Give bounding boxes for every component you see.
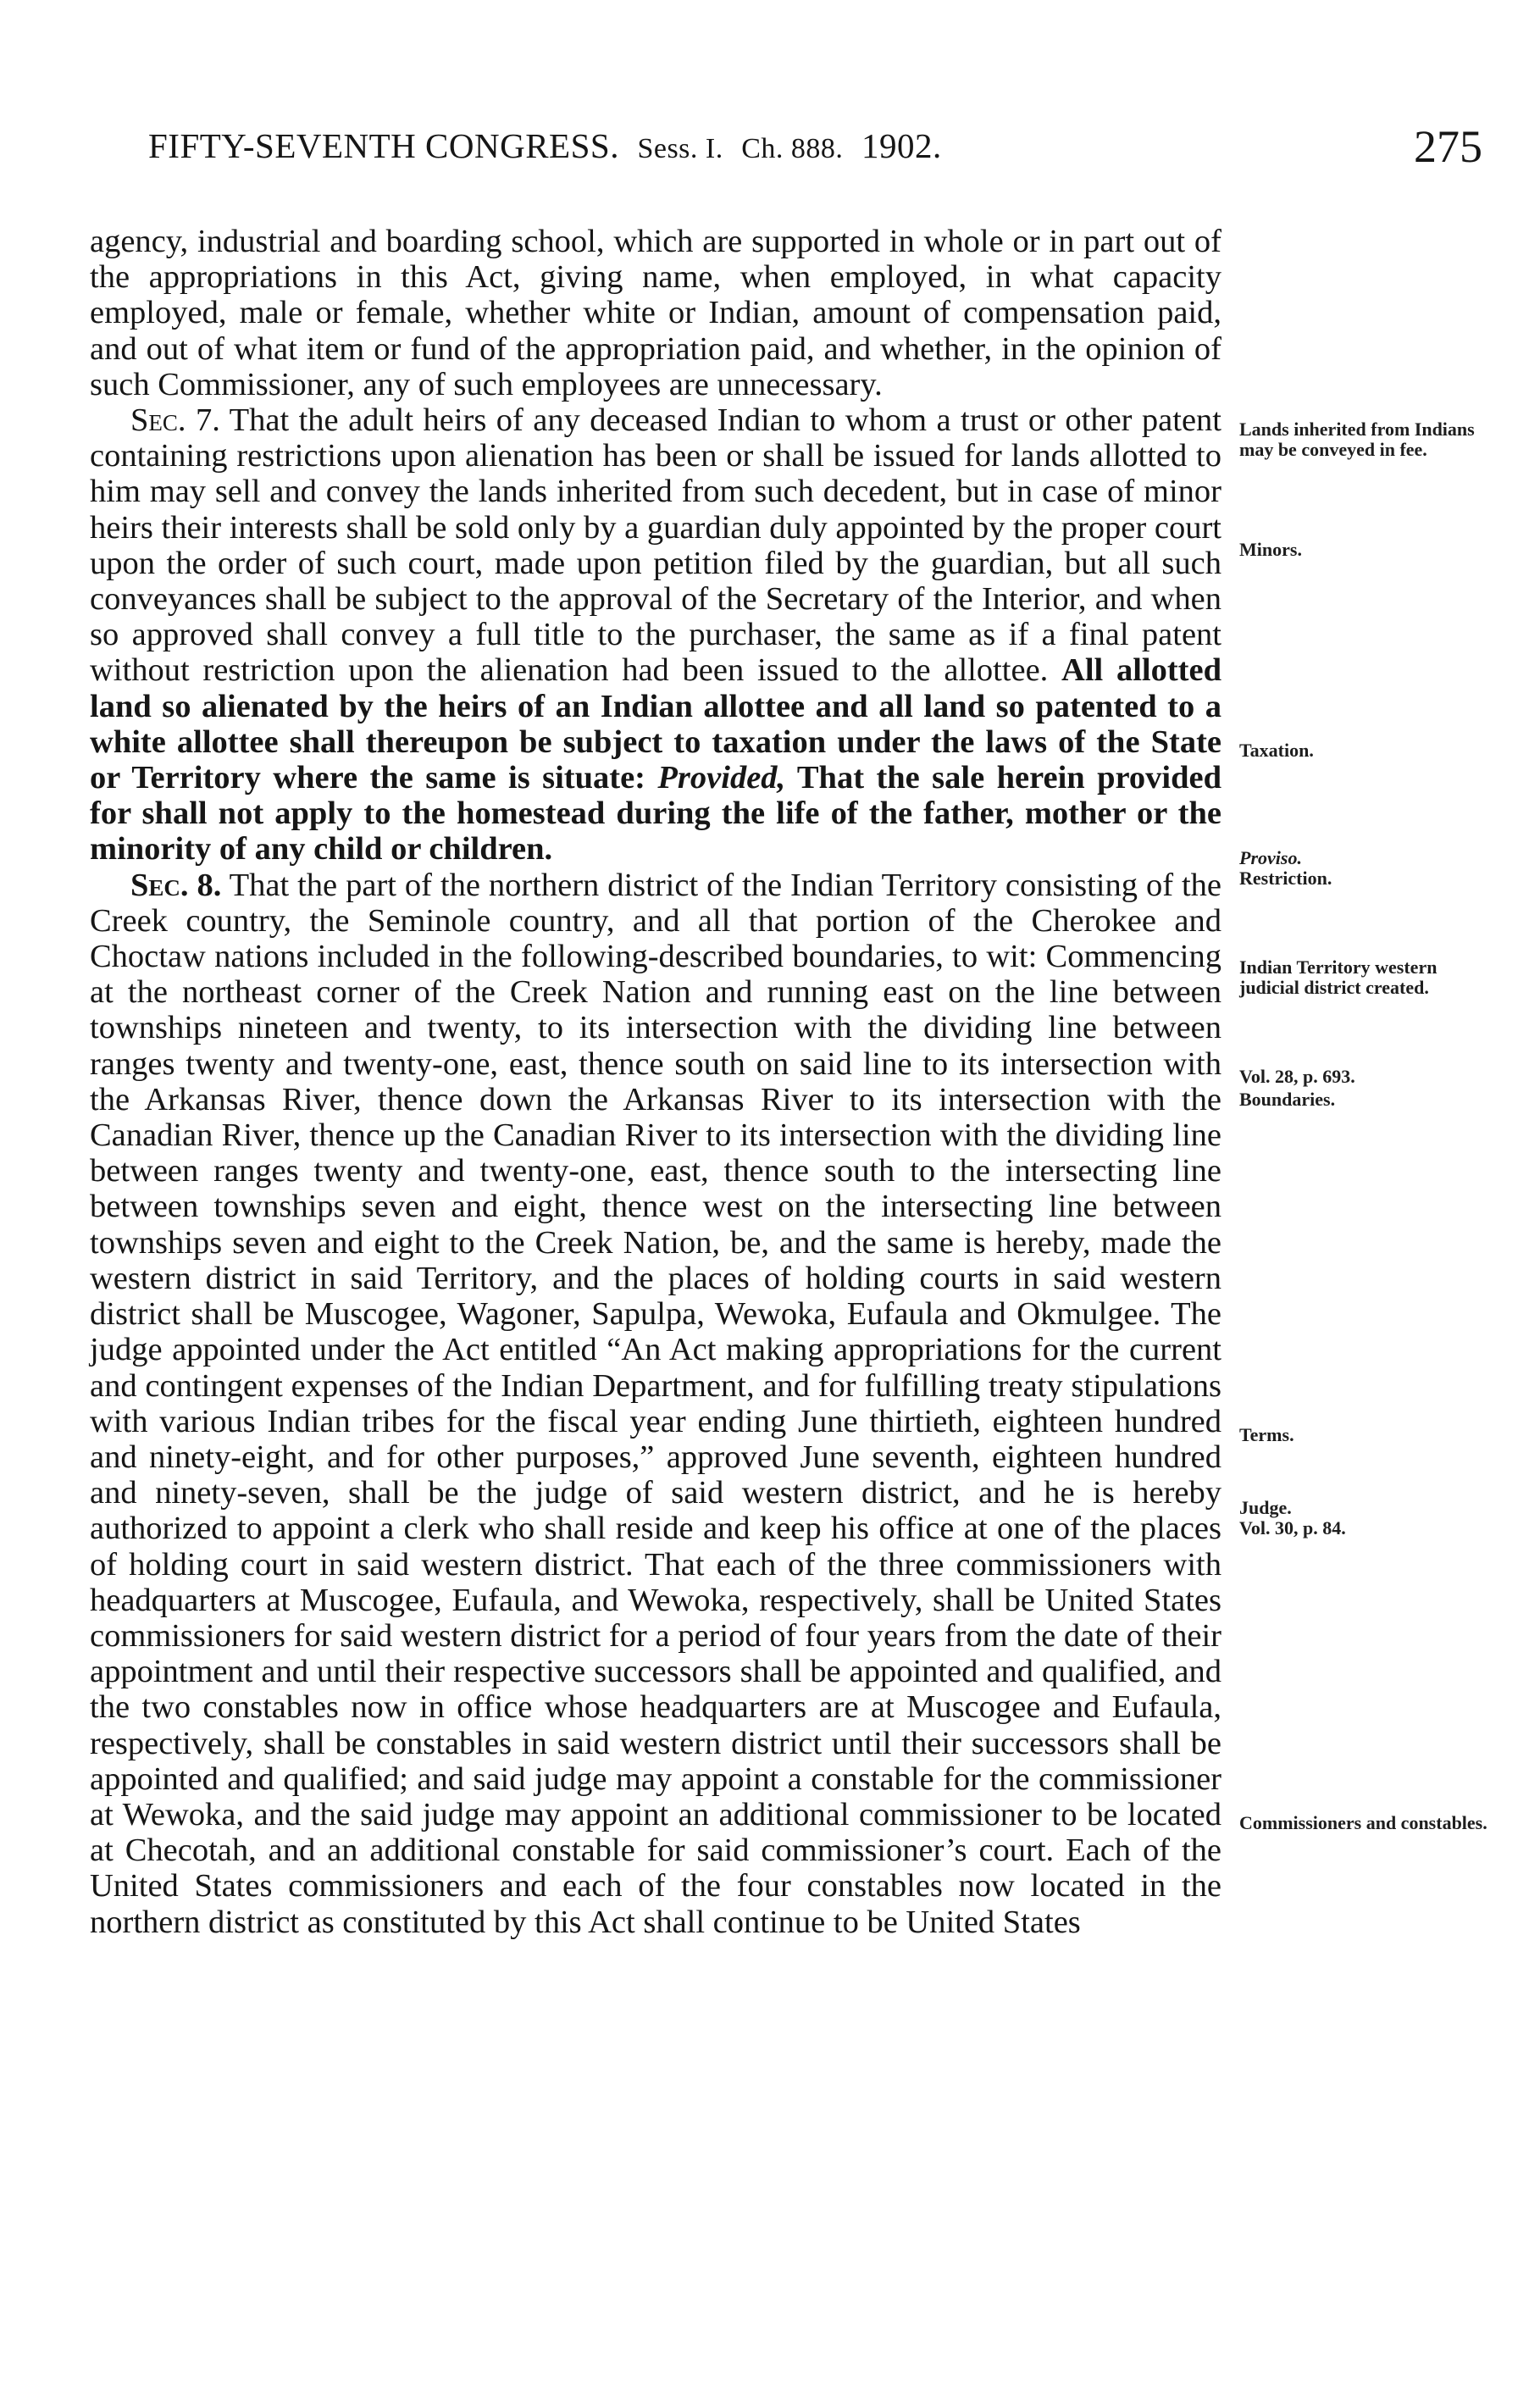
margin-note-judge bbox=[1239, 1498, 1493, 1539]
running-head bbox=[148, 125, 942, 166]
paragraph-text: That the adult heirs of any deceased Indian to whom a trust or other patent containing restrictions upon alienation has been or shall be issued for lands allotted to him may sell and convey the lands inherited from such decedent, but in case of minor heirs their interests shall be sold only by a guardian duly appointed by the proper court upon the order of such court, made upon petition filed by the guardian, but all such conveyances shall be subject to the approval of the Secretary of the Interior, and when so approved shall convey a full title to the purchaser, the same as if a final patent without restriction upon the alienation had been issued to the allottee. bbox=[90, 402, 1222, 689]
proviso-note: Proviso. bbox=[1239, 847, 1302, 868]
section-7 bbox=[90, 402, 1221, 868]
statute-body bbox=[90, 224, 1221, 1940]
margin-note-terms: Terms. bbox=[1239, 1424, 1294, 1445]
margin-note-lands-inherited: Lands inherited from Indians may be conveyed in fee. bbox=[1239, 419, 1475, 460]
section-label: Sec. 7. bbox=[130, 402, 220, 439]
margin-note-boundaries: Boundaries. bbox=[1239, 1089, 1336, 1110]
judge-note: Judge. bbox=[1239, 1497, 1292, 1518]
paragraph-text: That the part of the northern district of the Indian Territory consisting of the Creek country, the Seminole country, and all that portion of the Cherokee and Choctaw nations included in the following-described boundaries, to wit: Commencing at the northeast corner of the Creek Nation and running east on the line between townships nineteen and twenty, to its intersection with the dividing line between ranges twenty and twenty-one, east, thence south on said line to its intersection with the Arkansas River, thence down the Arkansas River to its intersection with the Canadian River, thence up the Canadian River to its intersection with the dividing line between ranges twenty and twenty-one, east, thence south to the intersecting line between townships seven and eight, thence west on the intersecting line between townships seven and eight to the Creek Nation, be, and the same is hereby, made the western district in said Territory, and the places of holding courts in said western district shall be Muscogee, Wagoner, Sapulpa, Wewoka, Eufaula and Okmulgee. The judge appointed under the Act entitled “An Act making appropriations for the current and contingent expenses of the Indian Department, and for fulfilling treaty stipulations with various Indian tribes for the fiscal year ending June thirtieth, eighteen hundred and ninety-eight, and for other purposes,” approved June seventh, eighteen hundred and ninety-seven, shall be the judge of said western district, and he is hereby authorized to appoint a clerk who shall reside and keep his office at one of the places of holding court in said western district. That each of the three commissioners with headquarters at Muscogee, Eufaula, and Wewoka, respectively, shall be United States commissioners for said western district for a period of four years from the date of their appointment and until their respective successors shall be appointed and qualified, and the two constables now in office whose headquarters are at Muscogee and Eufaula, respectively, shall be constables in said western district until their successors shall be appointed and qualified; and said judge may appoint a constable for the commissioner at Wewoka, and the said judge may appoint an additional commissioner to be located at Checotah, and an additional constable for said commissioner’s court. Each of the United States commissioners and each of the four constables now located in the northern district as constituted by this Act shall continue to be United States bbox=[90, 867, 1221, 1940]
margin-note-taxation: Taxation. bbox=[1239, 740, 1314, 761]
margin-note-western-district: Indian Territory western judicial district created. bbox=[1239, 956, 1438, 998]
running-header bbox=[148, 121, 1482, 176]
chapter-label: Ch. 888. bbox=[741, 133, 844, 164]
section-label: Sec. 8. bbox=[130, 867, 222, 903]
margin-note-commissioners: Commissioners and constables. bbox=[1239, 1812, 1487, 1833]
proviso-text: That the sale herein provided for shall not apply to the homestead during the life of the father, mother or the minority of any child or children. bbox=[90, 760, 1222, 868]
margin-note-proviso bbox=[1239, 848, 1493, 889]
year-label: 1902. bbox=[861, 126, 942, 165]
margin-note-vol28: Vol. 28, p. 693. bbox=[1239, 1066, 1355, 1087]
session-label: Sess. I. bbox=[637, 133, 723, 164]
paragraph-continuation bbox=[90, 224, 1221, 402]
proviso-word: Provided, bbox=[657, 760, 786, 796]
paragraph-text: agency, industrial and boarding school, which are supported in whole or in part out of the appropriations in this Act, giving name, when employed, in what capacity employed, male or female, whether white or Indian, amount of compensation paid, and out of what item or fund of the appropriation paid, and whether, in the opinion of such Commissioner, any of such employees are unnecessary. bbox=[90, 224, 1221, 402]
vol30-note: Vol. 30, p. 84. bbox=[1239, 1517, 1346, 1539]
page-number: 275 bbox=[1414, 121, 1482, 172]
margin-note-minors: Minors. bbox=[1239, 539, 1302, 560]
congress-title: FIFTY-SEVENTH CONGRESS. bbox=[148, 126, 619, 165]
section-8 bbox=[90, 868, 1221, 1940]
restriction-note: Restriction. bbox=[1239, 868, 1332, 889]
taxation-text: All allotted land so alienated by the heirs of an Indian allottee and all land so patented to a white allottee shall thereupon be subject to taxation under the laws of the State or Territory where the same is situate: bbox=[90, 652, 1221, 796]
